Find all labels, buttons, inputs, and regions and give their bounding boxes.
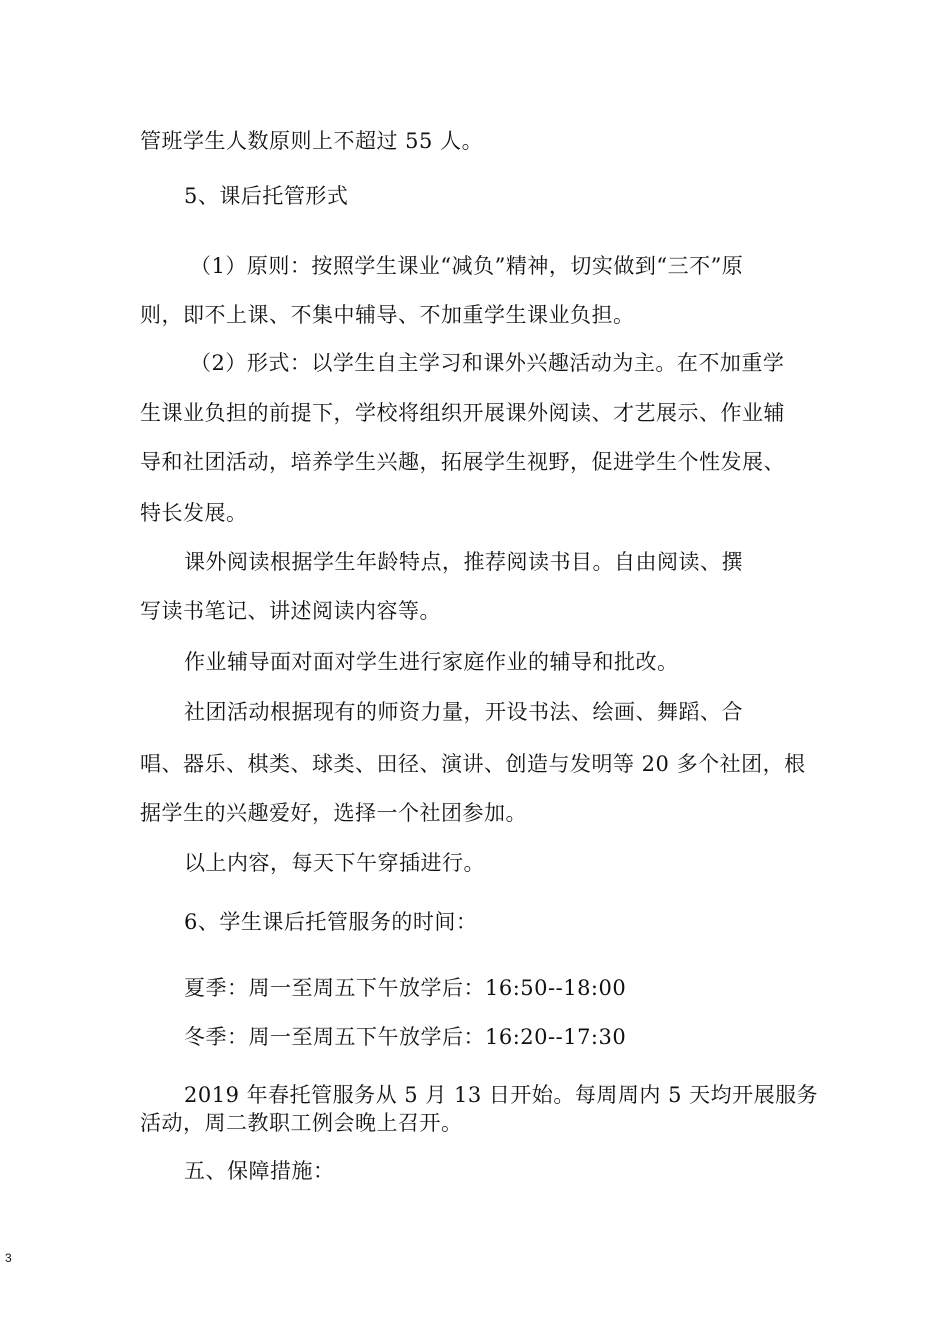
text-line: 作业辅导面对面对学生进行家庭作业的辅导和批改。 <box>184 650 679 674</box>
text-line: 据学生的兴趣爱好，选择一个社团参加。 <box>140 801 527 825</box>
text-line: 课外阅读根据学生年龄特点，推荐阅读书目。自由阅读、撰 <box>184 550 743 574</box>
text-line: （1）原则：按照学生课业“减负”精神，切实做到“三不”原 <box>190 254 744 278</box>
text-line: 活动，周二教职工例会晚上召开。 <box>140 1111 463 1135</box>
text-line: 导和社团活动，培养学生兴趣，拓展学生视野，促进学生个性发展、 <box>140 450 785 474</box>
schedule-winter: 冬季：周一至周五下午放学后：16:20--17:30 <box>184 1025 627 1049</box>
text-line: 社团活动根据现有的师资力量，开设书法、绘画、舞蹈、合 <box>184 700 743 724</box>
text-line: 写读书笔记、讲述阅读内容等。 <box>140 599 441 623</box>
text-line: 唱、器乐、棋类、球类、田径、演讲、创造与发明等 20 多个社团，根 <box>140 752 806 776</box>
text-line: 管班学生人数原则上不超过 55 人。 <box>140 129 484 153</box>
section-heading: 6、学生课后托管服务的时间： <box>184 910 478 934</box>
text-line: 则，即不上课、不集中辅导、不加重学生课业负担。 <box>140 303 635 327</box>
text-line: 生课业负担的前提下，学校将组织开展课外阅读、才艺展示、作业辅 <box>140 401 785 425</box>
text-line: 特长发展。 <box>140 501 248 525</box>
text-line: （2）形式：以学生自主学习和课外兴趣活动为主。在不加重学 <box>190 351 785 375</box>
schedule-summer: 夏季：周一至周五下午放学后：16:50--18:00 <box>184 976 627 1000</box>
section-heading: 5、课后托管形式 <box>184 184 349 208</box>
page-number: 3 <box>5 1251 12 1265</box>
text-line: 2019 年春托管服务从 5 月 13 日开始。每周周内 5 天均开展服务 <box>184 1083 819 1107</box>
text-line: 以上内容，每天下午穿插进行。 <box>184 851 485 875</box>
section-heading: 五、保障措施： <box>184 1159 335 1183</box>
